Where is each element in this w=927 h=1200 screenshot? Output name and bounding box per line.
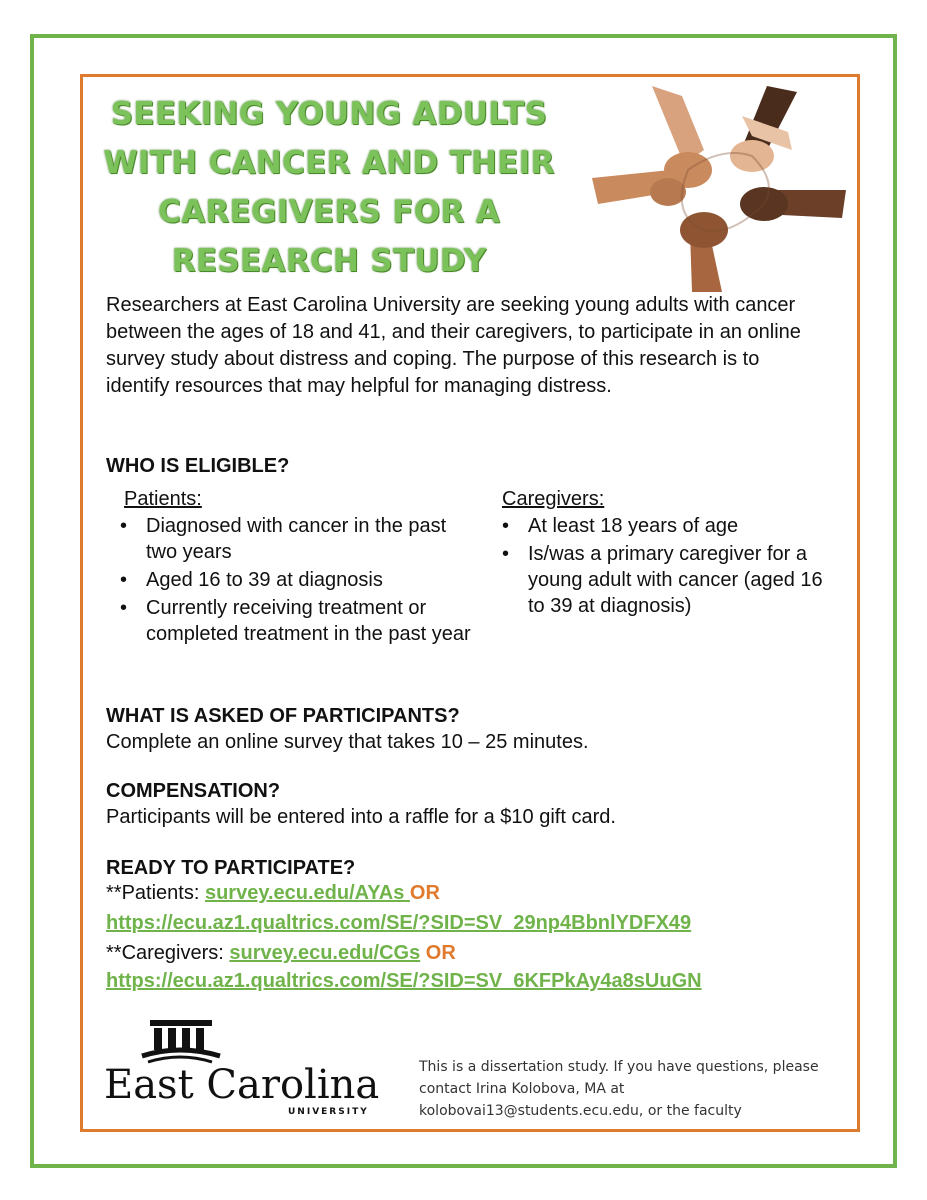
headline-line-2: WITH CANCER AND THEIR bbox=[103, 145, 555, 181]
patients-long-link[interactable]: https://ecu.az1.qualtrics.com/SE/?SID=SV_29np4BbnlYDFX49 bbox=[106, 912, 692, 934]
hands-circle-photo bbox=[592, 86, 846, 292]
or-label: OR bbox=[409, 882, 440, 904]
headline-line-1: SEEKING YOUNG ADULTS bbox=[110, 96, 548, 132]
asked-text: Complete an online survey that takes 10 – 25 minutes. bbox=[106, 731, 589, 753]
or-label: OR bbox=[425, 942, 456, 964]
compensation-heading: COMPENSATION? bbox=[106, 780, 281, 802]
ecu-logo bbox=[104, 1018, 394, 1118]
patients-link-line bbox=[106, 878, 440, 908]
logo-subtitle: UNIVERSITY bbox=[288, 1107, 369, 1117]
caregivers-link-line bbox=[106, 938, 456, 968]
intro-paragraph: Researchers at East Carolina University are seeking young adults with cancer between the ages of 18 and 41, and their caregivers, to participate in an online survey study about distress and coping. The purpose of this research is to identify resources that may helpful for managing distress. bbox=[106, 294, 801, 397]
compensation-text: Participants will be entered into a raffle for a $10 gift card. bbox=[106, 806, 616, 828]
patients-item: • Diagnosed with cancer in the past two years bbox=[106, 513, 476, 565]
patients-prefix: **Patients: bbox=[106, 882, 205, 904]
logo-name: East Carolina bbox=[104, 1062, 380, 1108]
caregivers-prefix: **Caregivers: bbox=[106, 942, 230, 964]
ready-heading: READY TO PARTICIPATE? bbox=[106, 857, 356, 879]
headline-line-3: CAREGIVERS FOR A bbox=[158, 194, 500, 230]
caregivers-item: • At least 18 years of age bbox=[488, 513, 838, 539]
caregivers-short-link[interactable]: survey.ecu.edu/CGs bbox=[229, 942, 421, 964]
patients-list bbox=[106, 513, 476, 649]
caregivers-list bbox=[488, 513, 838, 621]
footer-note: This is a dissertation study. If you have questions, please contact Irina Kolobova, MA at kolobovai13@students.ecu.edu, or the faculty bbox=[419, 1059, 819, 1119]
caregivers-title: Caregivers: bbox=[502, 488, 605, 510]
asked-heading: WHAT IS ASKED OF PARTICIPANTS? bbox=[106, 705, 460, 727]
patients-item: • Aged 16 to 39 at diagnosis bbox=[106, 567, 476, 593]
patients-title: Patients: bbox=[124, 488, 202, 510]
patients-item: • Currently receiving treatment or completed treatment in the past year bbox=[106, 595, 476, 647]
caregivers-long-link[interactable]: https://ecu.az1.qualtrics.com/SE/?SID=SV_6KFPkAy4a8sUuGN bbox=[106, 970, 702, 992]
caregivers-long-link-line bbox=[106, 966, 702, 996]
patients-short-link[interactable]: survey.ecu.edu/AYAs bbox=[204, 882, 410, 904]
headline bbox=[92, 90, 566, 286]
eligible-heading: WHO IS ELIGIBLE? bbox=[106, 455, 290, 477]
headline-line-4: RESEARCH STUDY bbox=[171, 243, 487, 279]
caregivers-item: • Is/was a primary caregiver for a young adult with cancer (aged 16 to 39 at diagnosis) bbox=[488, 541, 838, 619]
patients-long-link-line bbox=[106, 908, 691, 938]
ecu-cupola-icon bbox=[104, 1018, 394, 1118]
